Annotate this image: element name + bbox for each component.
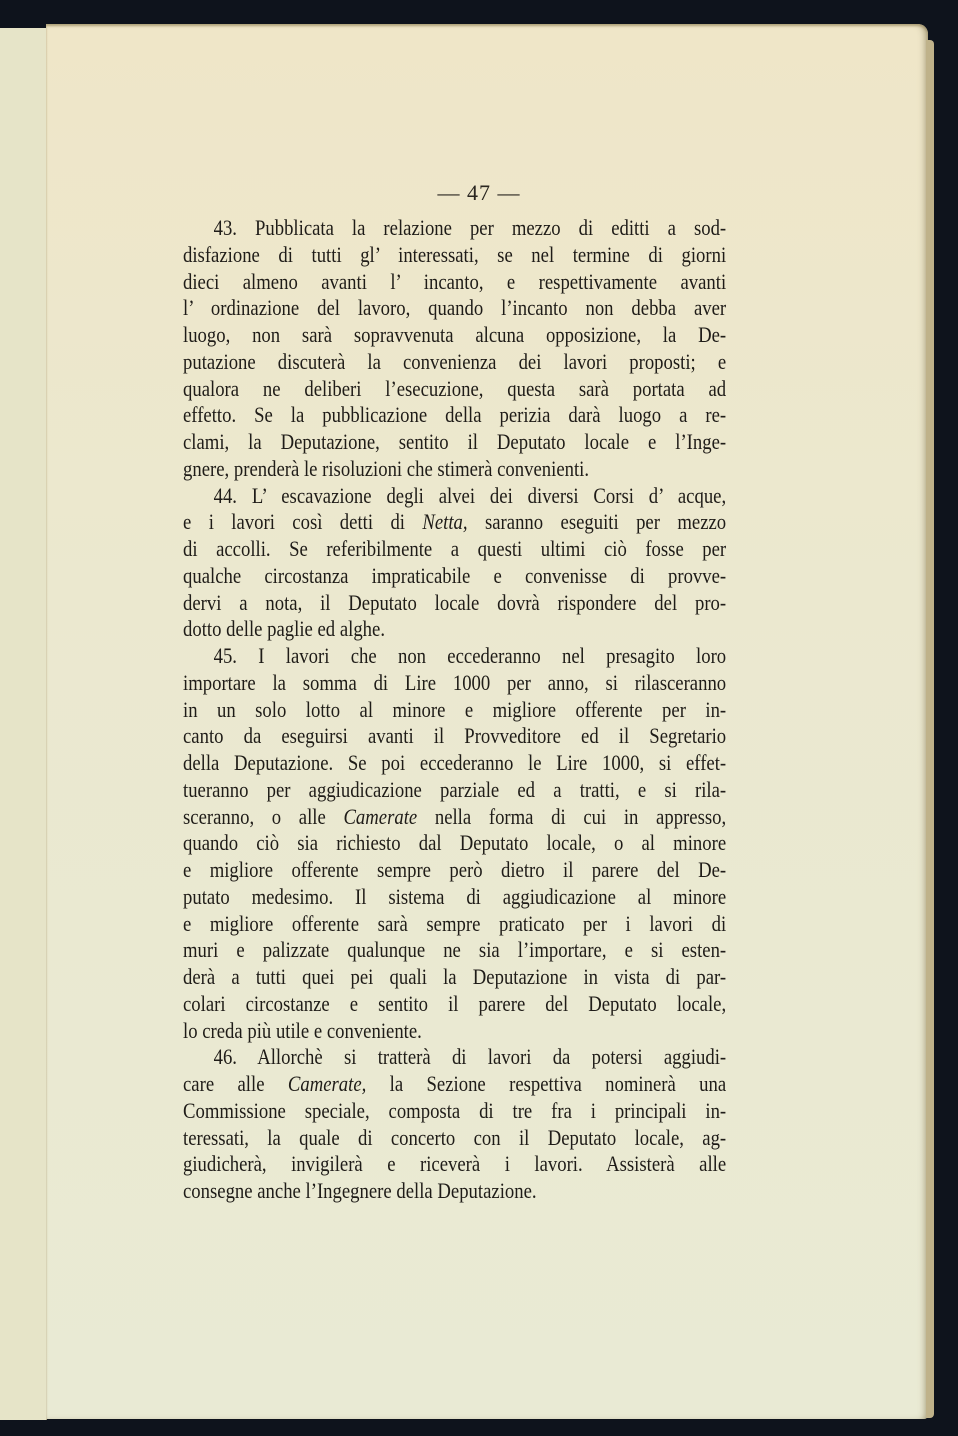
text-segment: Commissione speciale, composta di tre fra i principali in- [183,1097,727,1123]
text-line [183,911,726,938]
page-number: — 47 — [437,180,521,205]
italic-term: Netta, [422,509,468,535]
text-segment: 46. Allorchè si tratterà di lavori da potersi aggiudi- [213,1044,727,1070]
text-segment: teressati, la quale di concerto con il Deputato locale, ag- [183,1124,727,1150]
text-segment: clami, la Deputazione, sentito il Deputato locale e l’Inge- [183,429,727,454]
text-line [183,750,726,777]
text-segment: qualora ne deliberi l’esecuzione, questa sarà portata ad [183,375,727,401]
text-segment: in un solo lotto al minore e migliore offerente per in- [183,696,727,722]
text-segment: dieci almeno avanti l’ incanto, e respettivamente avanti [183,268,727,294]
text-line [183,991,726,1018]
text-segment: canto da eseguirsi avanti il Provveditore ed il Segretario [183,723,727,749]
text-line [183,536,726,563]
text-segment: putazione discuterà la convenienza dei lavori proposti; e [183,348,727,374]
text-line [183,670,726,697]
text-segment: importare la somma di Lire 1000 per anno, si rilasceranno [183,669,727,695]
text-line [183,376,726,403]
text-line [183,964,726,991]
text-line [183,643,726,670]
text-segment: lo creda più utile e conveniente. [183,1017,422,1043]
facing-page-edge [0,28,47,1420]
text-segment: 44. L’ escavazione degli alvei dei diversi Corsi d’ acque, [213,482,727,508]
text-segment: e migliore offerente sempre però dietro il parere del De- [183,857,727,882]
text-segment: muri e palizzate qualunque ne sia l’importare, e si esten- [183,937,727,963]
text-line [183,322,726,349]
text-line [183,429,726,456]
text-line [183,1044,726,1071]
page-edge [926,40,934,1418]
paragraph [183,643,726,1044]
text-line [183,590,726,617]
text-line [183,884,726,911]
text-line [183,1071,726,1098]
text-segment: disfazione di tutti gl’ interessati, se nel termine di giorni [183,241,727,267]
text-segment: derà a tutti quei pei quali la Deputazione in vista di par- [183,964,727,989]
text-line [183,349,726,376]
text-segment: colari circostanze e sentito il parere del Deputato locale, [183,990,727,1016]
text-line [183,697,726,724]
text-line [183,616,726,643]
text-line [183,830,726,857]
text-segment: putato medesimo. Il sistema di aggiudicazione al minore [183,883,727,909]
paragraph [183,483,726,644]
text-line [183,857,726,884]
text-line [183,804,726,831]
text-line [183,269,726,296]
text-segment: qualche circostanza impraticabile e convenisse di provve- [183,562,727,588]
text-segment: l’ ordinazione del lavoro, quando l’incanto non debba aver [183,295,727,321]
text-segment: quando ciò sia richiesto dal Deputato locale, o al minore [183,830,727,856]
text-line [183,1178,726,1205]
text-segment: luogo, non sarà sopravvenuta alcuna opposizione, la De- [183,322,727,347]
text-segment: dotto delle paglie ed alghe. [183,616,385,642]
text-segment: giudicherà, invigilerà e riceverà i lavori. Assisterà alle [183,1151,727,1177]
text-segment: effetto. Se la pubblicazione della perizia darà luogo a re- [183,402,727,428]
text-segment: care alle [183,1071,288,1096]
italic-term: Camerate [343,803,418,829]
text-line [183,1098,726,1125]
text-line [183,402,726,429]
text-segment: 45. I lavori che non eccederanno nel presagito loro [213,643,727,668]
text-line [183,563,726,590]
body-text [183,215,726,1205]
text-segment: e i lavori così detti di [183,509,423,535]
text-segment: e migliore offerente sarà sempre praticato per i lavori di [183,910,727,936]
text-line [183,1018,726,1045]
italic-term: Camerate, [287,1071,367,1096]
paragraph [183,215,726,483]
text-line [183,215,726,242]
text-segment: 43. Pubblicata la relazione per mezzo di editti a sod- [213,215,727,240]
text-segment: la Sezione respettiva nominerà una [366,1071,727,1096]
text-segment: gnere, prenderà le risoluzioni che stimerà convenienti. [183,455,590,481]
text-line [183,242,726,269]
text-line [183,937,726,964]
text-line [183,777,726,804]
text-line [183,483,726,510]
text-segment: saranno eseguiti per mezzo [467,509,727,535]
text-line [183,1151,726,1178]
text-segment: tueranno per aggiudicazione parziale ed a tratti, e si rila- [183,776,727,802]
text-segment: nella forma di cui in appresso, [417,803,727,829]
text-line [183,295,726,322]
text-segment: consegne anche l’Ingegnere della Deputazione. [183,1178,537,1203]
text-line [183,509,726,536]
text-line [183,723,726,750]
text-segment: della Deputazione. Se poi eccederanno le Lire 1000, si effet- [183,750,727,775]
paragraph [183,1044,726,1205]
text-line [183,1125,726,1152]
text-segment: sceranno, o alle [183,803,344,829]
text-line [183,456,726,483]
text-segment: di accolli. Se referibilmente a questi ultimi ciò fosse per [183,536,727,561]
text-segment: dervi a nota, il Deputato locale dovrà rispondere del pro- [183,589,727,615]
